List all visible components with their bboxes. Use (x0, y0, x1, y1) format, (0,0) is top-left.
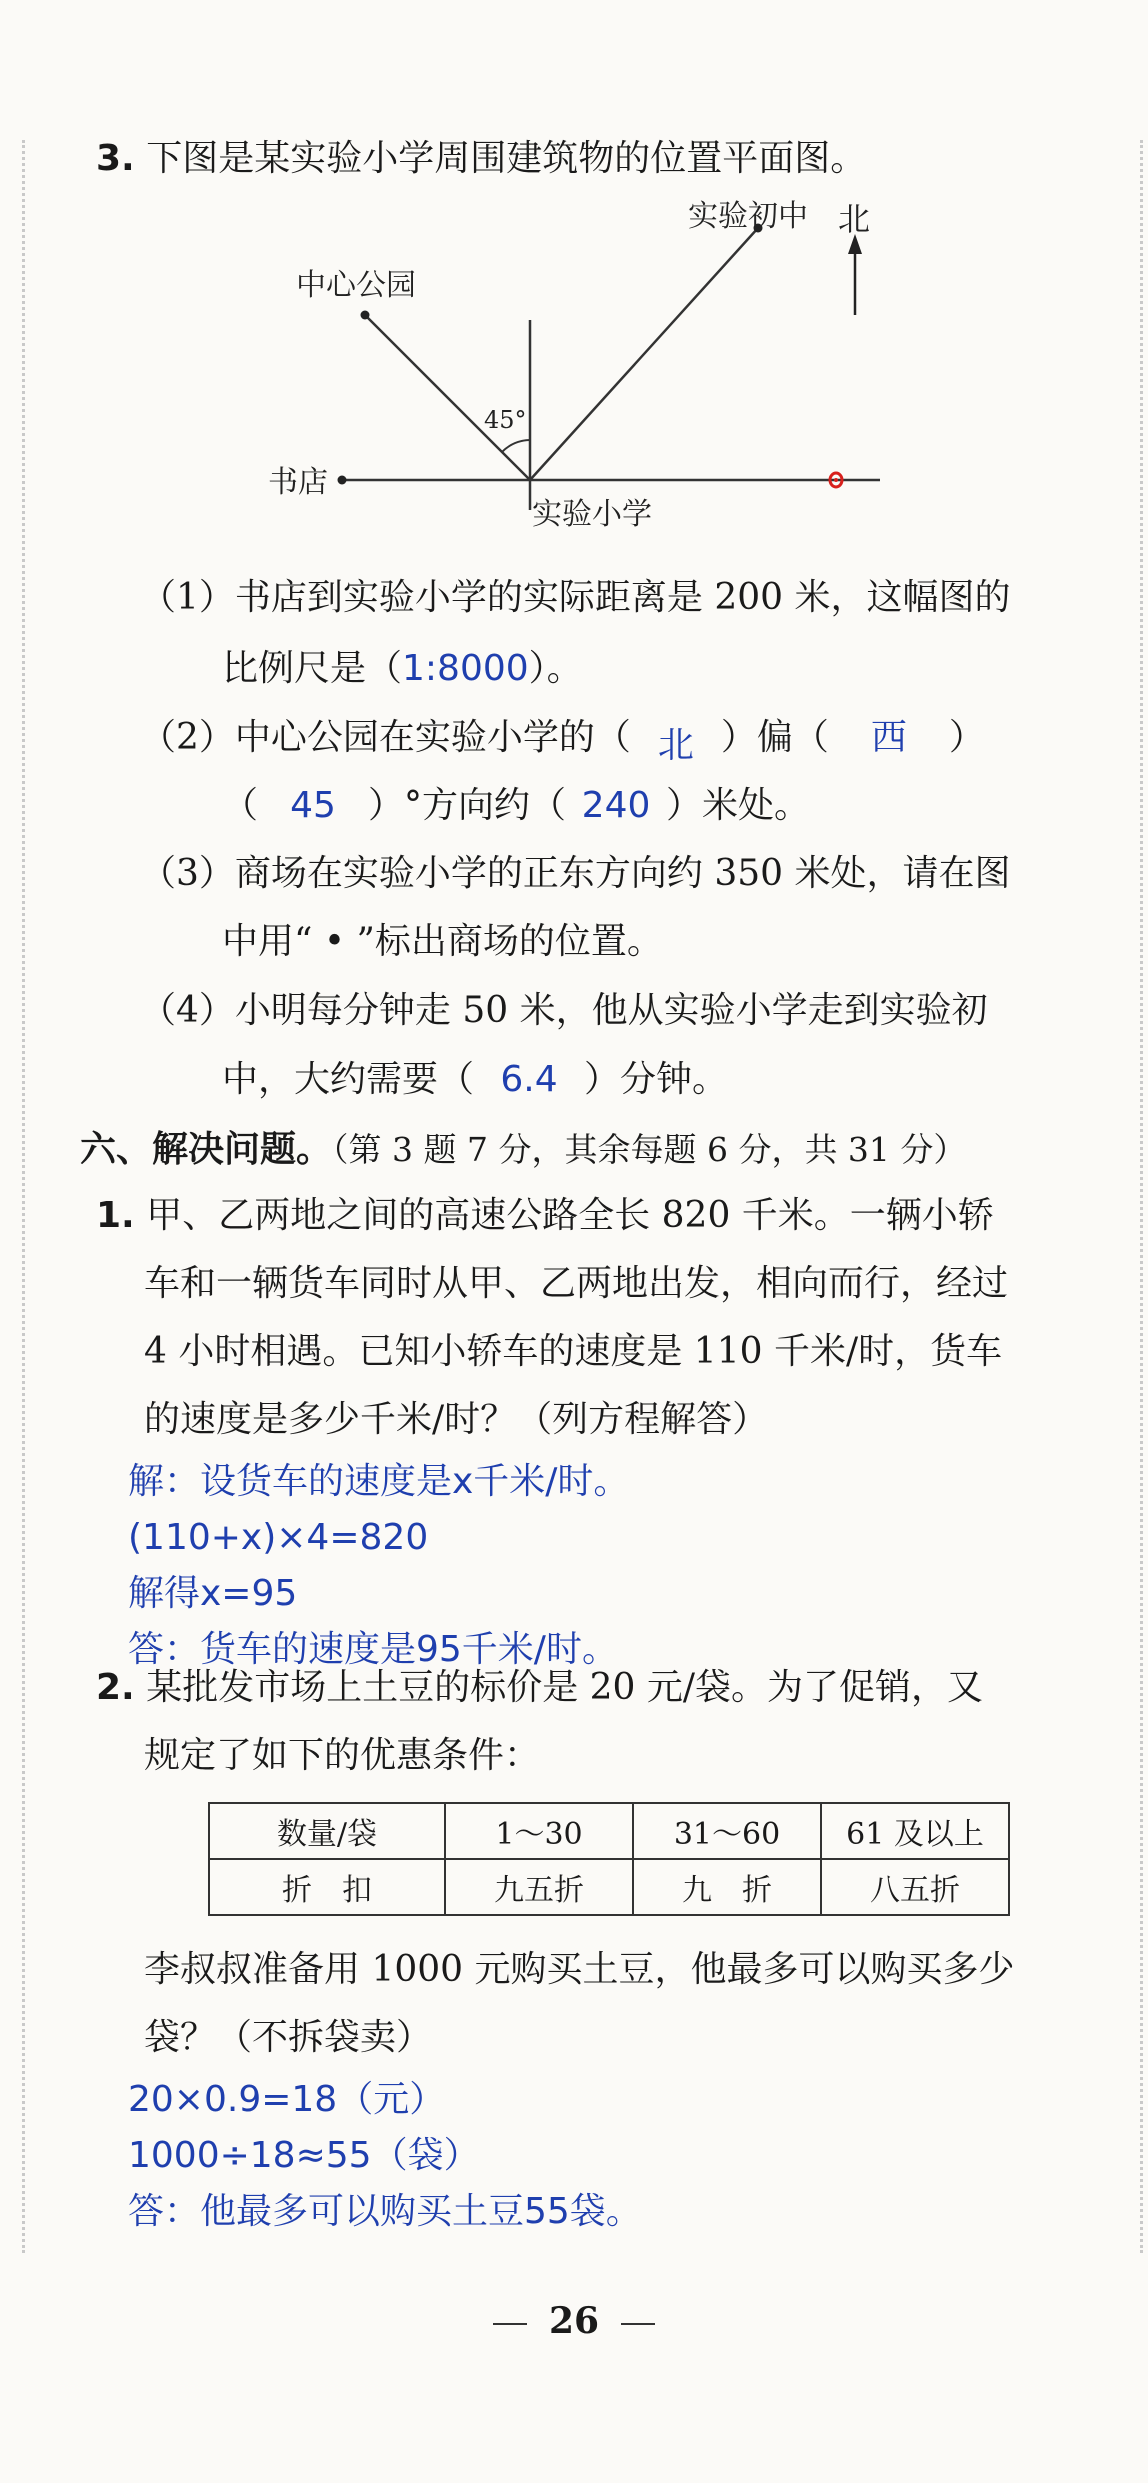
q1-line3: 4 小时相遇。已知小轿车的速度是 110 千米/时，货车 (144, 1331, 1003, 1372)
table-cell: 数量/袋 (209, 1803, 445, 1859)
section-6-heading: 六、解决问题。（第 3 题 7 分，其余每题 6 分，共 31 分） (80, 1128, 967, 1170)
q2-line4: 袋？（不拆袋卖） (144, 2017, 433, 2058)
q1-line1: 1. 甲、乙两地之间的高速公路全长 820 千米。一辆小轿 (96, 1195, 994, 1236)
table-row (209, 1859, 1009, 1915)
table-cell: 61 及以上 (821, 1803, 1009, 1859)
answer-minutes: 6.4 (500, 1059, 558, 1100)
page-number: 26 (0, 2300, 1148, 2342)
q2-line2: 规定了如下的优惠条件： (144, 1735, 541, 1776)
answer-direction-2: 西 (870, 716, 907, 757)
table-cell: 八五折 (821, 1859, 1009, 1915)
map-label-school: 实验小学 (532, 497, 652, 532)
table-cell: 1～30 (445, 1803, 633, 1859)
q3-p3-line1: （3）商场在实验小学的正东方向约 350 米处，请在图 (140, 853, 1011, 894)
answer-degree: 45 (290, 785, 336, 826)
map-label-angle: 45° (484, 406, 527, 434)
q3-p4-line1: （4）小明每分钟走 50 米，他从实验小学走到实验初 (140, 990, 988, 1031)
q2-line1: 2. 某批发市场上土豆的标价是 20 元/袋。为了促销，又 (96, 1667, 984, 1708)
table-row (209, 1803, 1009, 1859)
table-cell: 折 扣 (209, 1859, 445, 1915)
discount-table (208, 1802, 1010, 1916)
q2-line3: 李叔叔准备用 1000 元购买土豆，他最多可以购买多少 (144, 1949, 1015, 1990)
q3-p3-line2: 中用“ • ”标出商场的位置。 (222, 921, 663, 962)
q1-solution-2: (110+x)×4=820 (128, 1517, 429, 1558)
table-cell: 31～60 (633, 1803, 821, 1859)
map-label-bookstore: 书店 (268, 465, 328, 500)
q3-p1-line1: （1）书店到实验小学的实际距离是 200 米，这幅图的 (140, 577, 1011, 618)
table-cell: 九 折 (633, 1859, 821, 1915)
table-cell: 九五折 (445, 1859, 633, 1915)
q2-solution-3: 答：他最多可以购买土豆55袋。 (128, 2191, 642, 2232)
location-map (0, 190, 1148, 590)
answer-distance: 240 (581, 785, 651, 826)
answer-direction-1: 北 (657, 724, 694, 765)
bookstore-point (338, 476, 347, 485)
q3-p1-line2: 比例尺是（1:8000）。 (222, 648, 583, 689)
q2-solution-1: 20×0.9=18（元） (128, 2079, 446, 2120)
map-label-park: 中心公园 (296, 268, 416, 303)
q1-line4: 的速度是多少千米/时？（列方程解答） (144, 1399, 769, 1440)
park-ray (365, 315, 530, 480)
map-label-north: 北 (838, 200, 871, 238)
junior-ray (530, 228, 758, 480)
q3-p2-line1: （2）中心公园在实验小学的（ 北 ）偏（ 西 ） (140, 713, 985, 762)
angle-arc (502, 440, 530, 452)
map-label-junior: 实验初中 (688, 199, 808, 234)
q1-solution-3: 解得x=95 (128, 1573, 298, 1614)
q3-p4-line2: 中，大约需要（ 6.4 ）分钟。 (222, 1056, 728, 1104)
park-point (361, 311, 370, 320)
q1-line2: 车和一辆货车同时从甲、乙两地出发，相向而行，经过 (144, 1263, 1009, 1304)
q3-p2-line2: （ 45 ）°方向约（ 240 ）米处。 (222, 782, 810, 830)
q2-solution-2: 1000÷18≈55（袋） (128, 2135, 480, 2176)
q1-solution-1: 解：设货车的速度是x千米/时。 (128, 1461, 630, 1502)
answer-scale: 1:8000 (402, 648, 529, 689)
q1-solution-4: 答：货车的速度是95千米/时。 (128, 1629, 618, 1670)
q3-stem: 3. 下图是某实验小学周围建筑物的位置平面图。 (96, 138, 867, 179)
